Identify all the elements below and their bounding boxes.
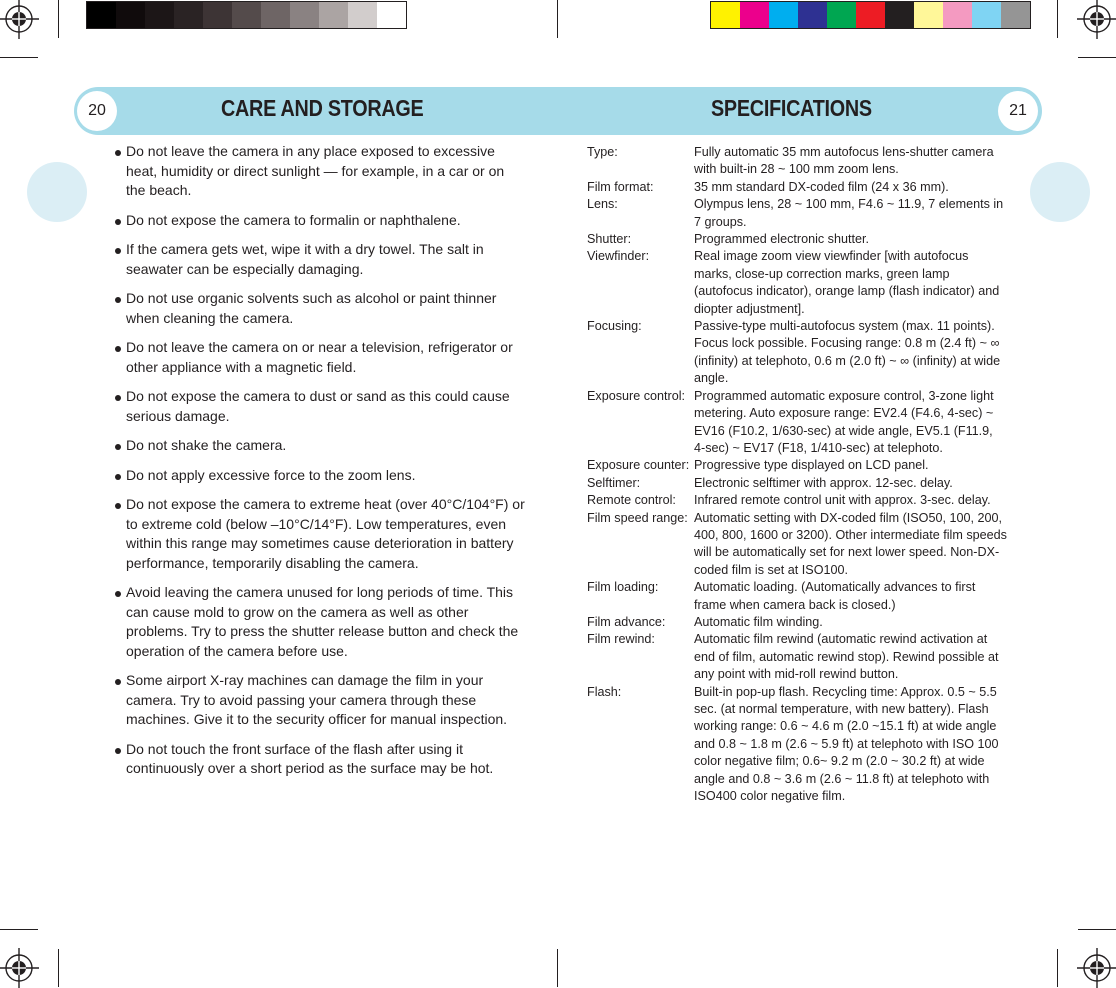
spec-label: Viewfinder: [587,249,650,264]
spec-value: Automatic film winding. [694,614,823,629]
registration-mark-icon [1077,948,1116,988]
spec-value: Automatic setting with DX-coded film (ISO50, 100, 200, 400, 800, 1600 or 3200). Other intermediate film speeds will be automatically set for next lower speed. Non-DX-coded film is set at ISO100. [694,510,1007,577]
list-item: Do not use organic solvents such as alcohol or paint thinner when cleaning the camera. [113,289,525,328]
spec-label: Lens: [587,197,618,212]
spec-row [587,510,1007,580]
color-swatch [740,2,769,28]
color-swatch [1001,2,1030,28]
page-number-left: 20 [77,91,117,131]
color-swatch [943,2,972,28]
crop-mark [58,0,59,38]
color-swatch [261,2,290,28]
spec-value: Real image zoom view viewfinder [with autofocus marks, close-up correction marks, green lamp (autofocus indicator), orange lamp (flash indicator) and diopter adjustment]. [694,249,1000,316]
spec-row [587,457,1007,474]
page-number-right: 21 [998,91,1038,131]
crop-mark [0,57,38,58]
spec-row [587,231,1007,248]
crop-mark [1078,57,1116,58]
color-swatch [203,2,232,28]
decorative-circle [27,162,87,222]
decorative-circle [1030,162,1090,222]
color-swatch [145,2,174,28]
spec-row [587,631,1007,683]
color-swatch [711,2,740,28]
header-banner [74,87,1042,135]
crop-mark [1057,0,1058,38]
spec-label: Flash: [587,684,622,699]
crop-mark [1078,929,1116,930]
spec-label: Film speed range: [587,510,688,525]
list-item: Do not leave the camera on or near a television, refrigerator or other appliance with a magnetic field. [113,338,525,377]
spec-row [587,475,1007,492]
registration-mark-icon [0,948,39,988]
spec-row [587,684,1007,806]
spec-row [587,248,1007,318]
spec-label: Film format: [587,179,654,194]
spec-row [587,179,1007,196]
list-item: Some airport X-ray machines can damage the film in your camera. Try to avoid passing your camera through these machines. Give it to the security officer for manual inspection. [113,671,525,730]
list-item: Avoid leaving the camera unused for long periods of time. This can cause mold to grow on the camera as well as other problems. Try to press the shutter release button and check the operation of the camera before use. [113,583,525,661]
spec-row [587,196,1007,231]
list-item: Do not expose the camera to extreme heat (over 40°C/104°F) or to extreme cold (below –10°C/14°F). Low temperatures, even within this range may sometimes cause deterioration in battery performance, temporarily disabling the camera. [113,495,525,573]
spec-value: Electronic selftimer with approx. 12-sec. delay. [694,475,953,490]
crop-mark [1057,949,1058,987]
color-swatch [87,2,116,28]
spec-row [587,318,1007,388]
color-bar [710,1,1031,29]
spec-label: Selftimer: [587,475,641,490]
list-item: Do not expose the camera to dust or sand as this could cause serious damage. [113,387,525,426]
spec-value: Olympus lens, 28 ~ 100 mm, F4.6 ~ 11.9, 7 elements in 7 groups. [694,197,1004,229]
spec-value: Automatic film rewind (automatic rewind activation at end of film, automatic rewind stop). Rewind possible at any point with mid-roll rewind button. [694,632,999,682]
specifications-title: SPECIFICATIONS [711,95,872,121]
list-item: Do not apply excessive force to the zoom lens. [113,466,525,486]
spec-row [587,144,1007,179]
grayscale-bar [86,1,407,29]
color-swatch [174,2,203,28]
care-storage-title: CARE AND STORAGE [221,95,424,121]
color-swatch [972,2,1001,28]
color-swatch [885,2,914,28]
color-swatch [798,2,827,28]
color-swatch [232,2,261,28]
color-swatch [116,2,145,28]
spec-label: Focusing: [587,319,642,334]
color-swatch [348,2,377,28]
spec-label: Exposure counter: [587,458,690,473]
list-item: Do not touch the front surface of the flash after using it continuously over a short period as the surface may be hot. [113,740,525,779]
spec-value: Fully automatic 35 mm autofocus lens-shutter camera with built-in 28 ~ 100 mm zoom lens. [694,145,994,177]
list-item: Do not leave the camera in any place exposed to excessive heat, humidity or direct sunlight — for example, in a car or on the beach. [113,142,525,201]
color-swatch [827,2,856,28]
color-swatch [856,2,885,28]
spec-value: Programmed electronic shutter. [694,232,869,247]
spec-value: Automatic loading. (Automatically advances to first frame when camera back is closed.) [694,580,976,612]
registration-mark-icon [0,0,39,39]
registration-mark-icon [1077,0,1116,39]
list-item: Do not expose the camera to formalin or naphthalene. [113,211,525,231]
color-swatch [319,2,348,28]
list-item: Do not shake the camera. [113,436,525,456]
spec-value: Progressive type displayed on LCD panel. [694,458,929,473]
spec-row [587,579,1007,614]
care-storage-list [113,142,525,789]
spec-row [587,388,1007,458]
spec-label: Film advance: [587,614,666,629]
spec-label: Exposure control: [587,388,686,403]
crop-mark [0,929,38,930]
spec-label: Film rewind: [587,632,655,647]
spec-row [587,614,1007,631]
crop-mark [557,949,558,987]
color-swatch [769,2,798,28]
spec-value: 35 mm standard DX-coded film (24 x 36 mm). [694,179,949,194]
color-swatch [290,2,319,28]
color-swatch [377,2,406,28]
crop-mark [58,949,59,987]
list-item: If the camera gets wet, wipe it with a dry towel. The salt in seawater can be especially damaging. [113,240,525,279]
color-swatch [914,2,943,28]
spec-label: Remote control: [587,493,676,508]
spec-value: Built-in pop-up flash. Recycling time: Approx. 0.5 ~ 5.5 sec. (at normal temperature, with new battery). Flash working range: 0.6 ~ 4.6 m (2.0 ~15.1 ft) at wide angle and 0.8 ~ 1.8 m (2.6 ~ 5.9 ft) at telephoto with ISO 100 color negative film; 0.6~ 9.2 m (2.0 ~ 30.2 ft) at wide angle and 0.8 ~ 3.6 m (2.6 ~ 11.8 ft) at telephoto with ISO400 color negative film. [694,684,999,804]
spec-label: Film loading: [587,580,659,595]
crop-mark [557,0,558,38]
specifications-table [587,144,1007,805]
spec-value: Programmed automatic exposure control, 3-zone light metering. Auto exposure range: EV2.4 (F4.6, 4-sec) ~ EV16 (F10.2, 1/630-sec) at wide angle, EV5.1 (F11.9, 4-sec) ~ EV17 (F18, 1/410-sec) at telephoto. [694,388,994,455]
spec-label: Type: [587,145,618,159]
spec-row [587,492,1007,509]
spec-value: Passive-type multi-autofocus system (max. 11 points). Focus lock possible. Focusing range: 0.8 m (2.4 ft) ~ ∞ (infinity) at telephoto, 0.6 m (2.0 ft) ~ ∞ (infinity) at wide angle. [694,319,1001,386]
spec-value: Infrared remote control unit with approx. 3-sec. delay. [694,493,991,508]
spec-label: Shutter: [587,232,632,247]
